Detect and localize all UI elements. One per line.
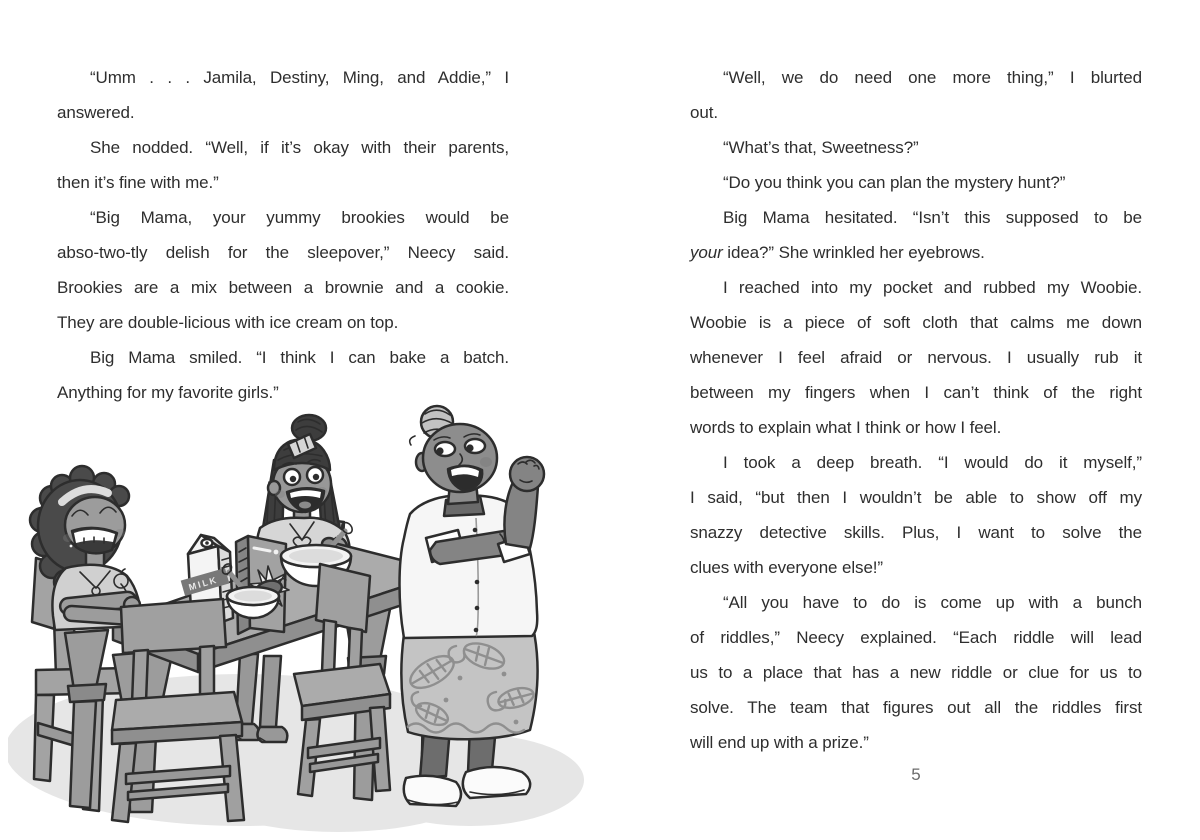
text-line bbox=[690, 655, 1142, 690]
text-line bbox=[690, 410, 1142, 445]
text-line bbox=[57, 270, 509, 305]
text-segment: whenever I feel afraid or nervous. I usually rub it bbox=[690, 348, 1142, 367]
text-segment: Brookies are a mix between a brownie and a cookie. bbox=[57, 278, 509, 297]
text-line bbox=[690, 200, 1142, 235]
text-segment: Big Mama hesitated. “Isn’t this supposed to be bbox=[723, 208, 1142, 227]
text-segment: Woobie is a piece of soft cloth that calms me down bbox=[690, 313, 1142, 332]
text-segment: “Do you think you can plan the mystery hunt?” bbox=[723, 173, 1066, 192]
text-line bbox=[690, 130, 1142, 165]
text-segment: will end up with a prize.” bbox=[690, 733, 869, 752]
text-segment: idea?” She wrinkled her eyebrows. bbox=[722, 243, 985, 262]
chair-foreground bbox=[112, 599, 244, 822]
text-segment: solve. The team that figures out all the riddles first bbox=[690, 698, 1142, 717]
text-line bbox=[690, 375, 1142, 410]
text-segment: “What’s that, Sweetness?” bbox=[723, 138, 919, 157]
text-segment: They are double-licious with ice cream on top. bbox=[57, 313, 399, 332]
text-segment: I reached into my pocket and rubbed my Woobie. bbox=[723, 278, 1142, 297]
text-segment: us to a place that has a new riddle or clue for us to bbox=[690, 663, 1142, 682]
text-line bbox=[690, 165, 1142, 200]
paragraph bbox=[690, 270, 1142, 445]
svg-text:MILK: MILK bbox=[187, 574, 220, 593]
text-line bbox=[690, 480, 1142, 515]
text-segment: your bbox=[690, 243, 723, 262]
text-segment: Anything for my favorite girls.” bbox=[57, 383, 279, 402]
text-segment: then it’s fine with me.” bbox=[57, 173, 219, 192]
text-segment: Big Mama smiled. “I think I can bake a batch. bbox=[90, 348, 509, 367]
paragraph bbox=[690, 60, 1142, 130]
text-segment: “Well, we do need one more thing,” I blurted bbox=[723, 68, 1142, 87]
text-segment: I said, “but then I wouldn’t be able to show off my bbox=[690, 488, 1142, 507]
text-line bbox=[690, 725, 1142, 760]
text-segment: between my fingers when I can’t think of the right bbox=[690, 383, 1142, 402]
text-line bbox=[690, 550, 1142, 585]
text-segment: out. bbox=[690, 103, 718, 122]
text-line bbox=[57, 305, 509, 340]
text-line bbox=[57, 60, 509, 95]
text-line bbox=[57, 130, 509, 165]
text-line bbox=[690, 340, 1142, 375]
paragraph bbox=[57, 130, 509, 200]
text-segment: words to explain what I think or how I feel. bbox=[690, 418, 1002, 437]
text-line bbox=[690, 60, 1142, 95]
text-segment: “Big Mama, your yummy brookies would be bbox=[90, 208, 509, 227]
text-segment: answered. bbox=[57, 103, 135, 122]
paragraph bbox=[690, 445, 1142, 585]
text-line bbox=[57, 200, 509, 235]
text-line bbox=[690, 620, 1142, 655]
kitchen-illustration bbox=[8, 392, 588, 840]
text-segment: snazzy detective skills. Plus, I want to solve the bbox=[690, 523, 1142, 542]
text-line bbox=[690, 445, 1142, 480]
text-line bbox=[690, 690, 1142, 725]
text-line bbox=[57, 95, 509, 130]
text-segment: “Umm . . . Jamila, Destiny, Ming, and Addie,” I bbox=[90, 68, 509, 87]
text-line bbox=[57, 165, 509, 200]
paragraph bbox=[57, 60, 509, 130]
text-line bbox=[690, 305, 1142, 340]
text-line bbox=[690, 95, 1142, 130]
left-page-text bbox=[57, 60, 509, 410]
paragraph bbox=[690, 165, 1142, 200]
paragraph bbox=[57, 200, 509, 340]
text-segment: abso-two-tly delish for the sleepover,” Neecy said. bbox=[57, 243, 509, 262]
text-segment: She nodded. “Well, if it’s okay with their parents, bbox=[90, 138, 509, 157]
text-segment: “All you have to do is come up with a bunch bbox=[723, 593, 1142, 612]
paragraph bbox=[690, 585, 1142, 760]
right-page-text bbox=[690, 60, 1142, 760]
text-line bbox=[690, 235, 1142, 270]
cereal-box bbox=[236, 536, 289, 634]
text-segment: I took a deep breath. “I would do it myself,” bbox=[723, 453, 1142, 472]
text-line bbox=[690, 270, 1142, 305]
text-line bbox=[690, 585, 1142, 620]
text-segment: of riddles,” Neecy explained. “Each riddle will lead bbox=[690, 628, 1142, 647]
paragraph bbox=[690, 130, 1142, 165]
text-line bbox=[690, 515, 1142, 550]
page-number: 5 bbox=[911, 765, 921, 784]
text-line bbox=[57, 340, 509, 375]
text-line bbox=[57, 235, 509, 270]
text-segment: clues with everyone else!” bbox=[690, 558, 883, 577]
paragraph bbox=[690, 200, 1142, 270]
